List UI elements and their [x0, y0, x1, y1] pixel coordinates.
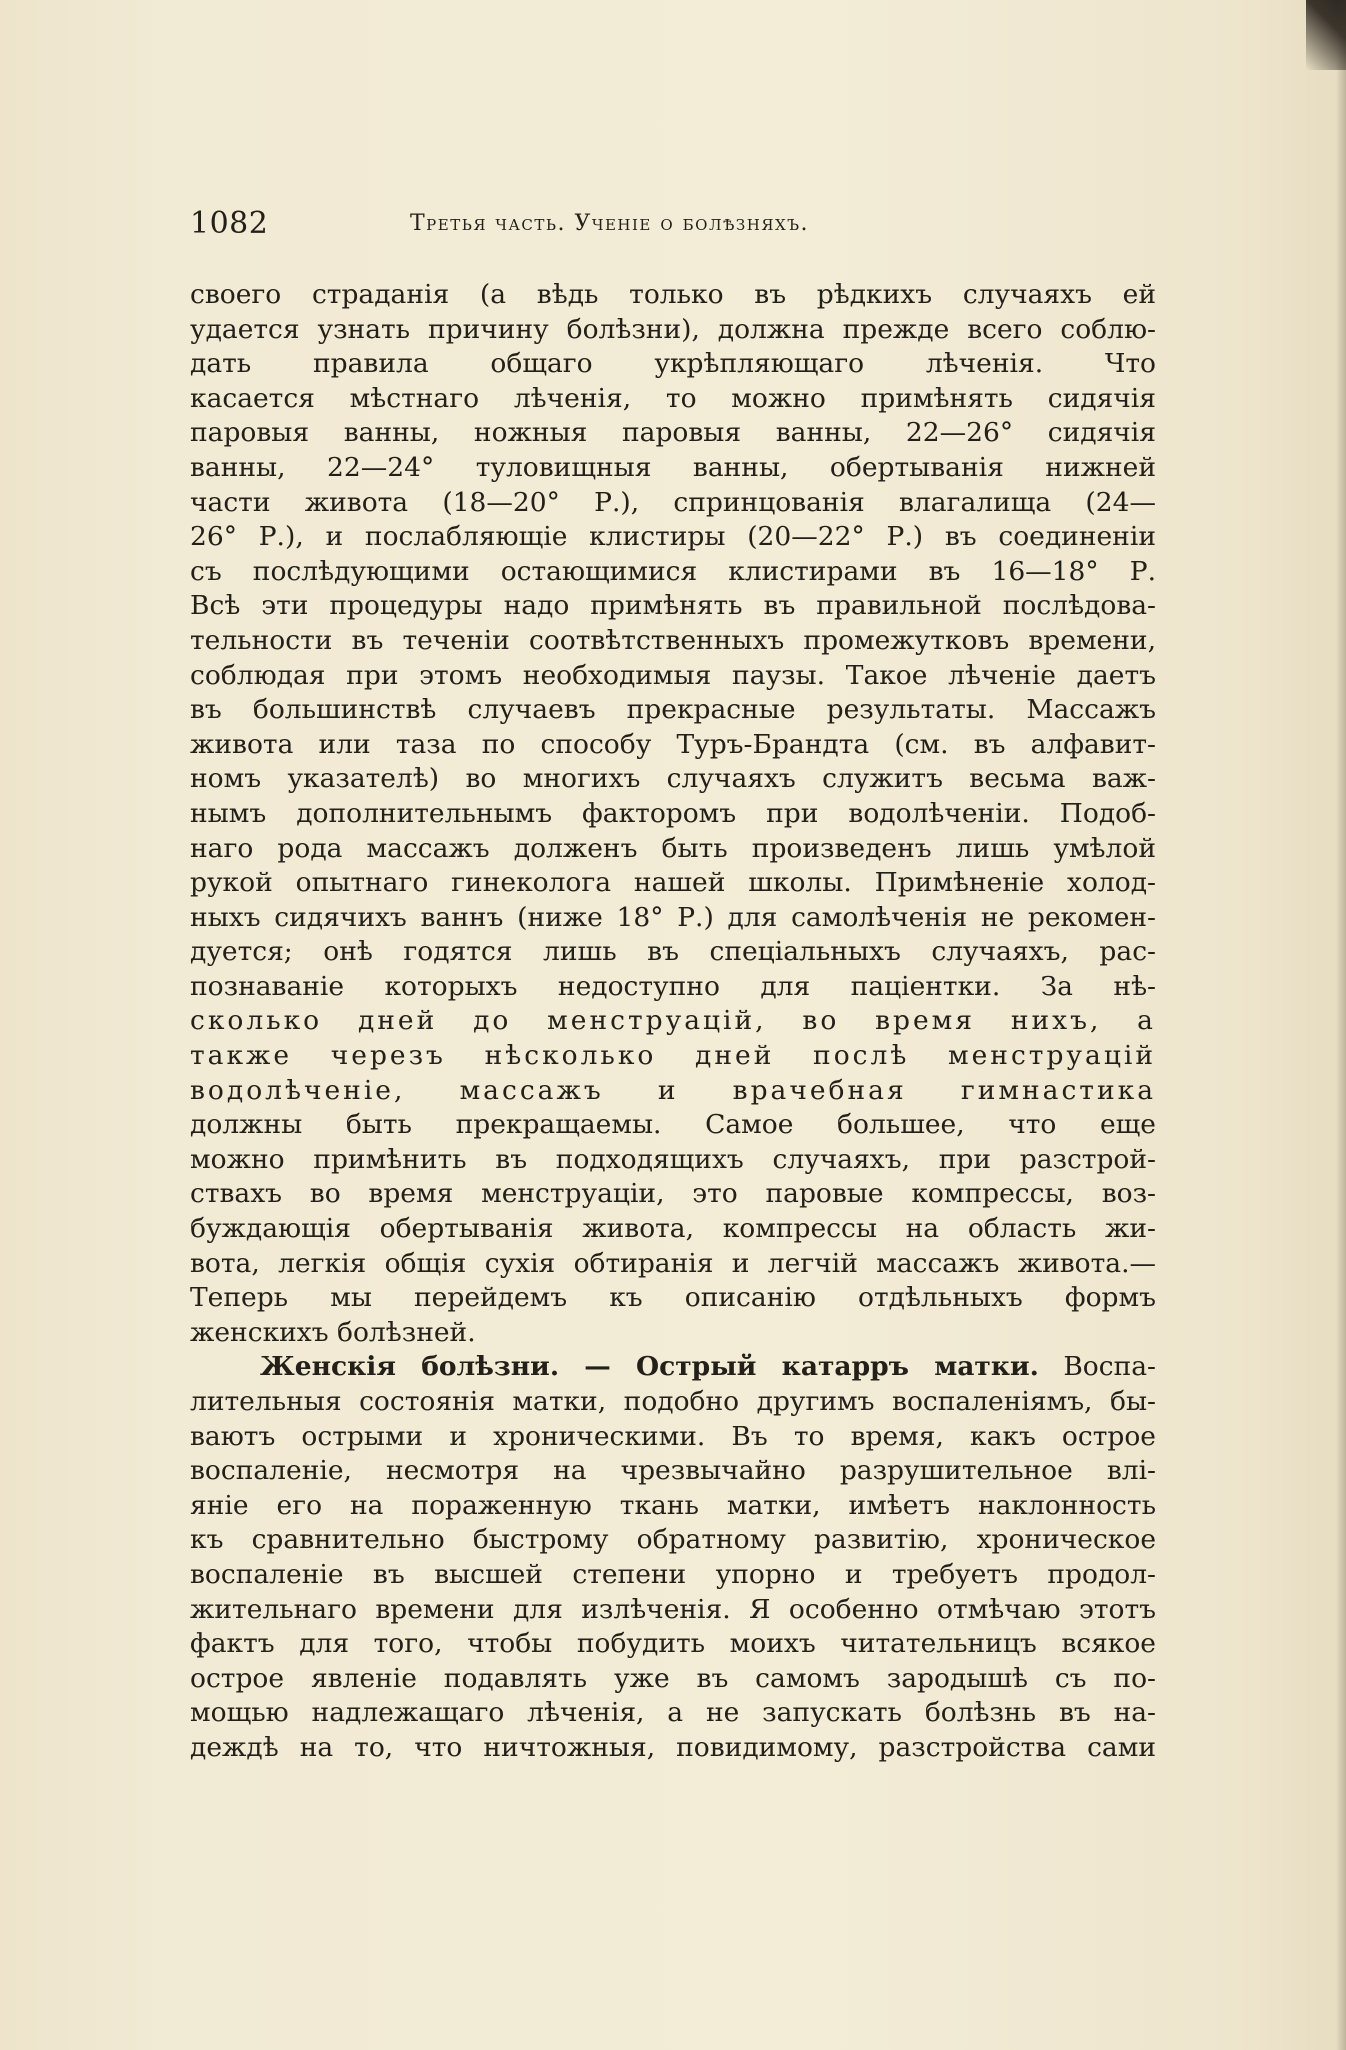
- text-line: въ большинствѣ случаевъ прекрасные результаты. Массажъ: [190, 694, 1156, 726]
- body-text: [190, 278, 1156, 1766]
- text-line: должны быть прекращаемы. Самое большее, что еще: [190, 1109, 1156, 1141]
- text-line: касается мѣстнаго лѣченія, то можно примѣнять сидячія: [190, 382, 1156, 414]
- text-line: номъ указателѣ) во многихъ случаяхъ служитъ весьма важ-: [190, 763, 1156, 795]
- text-line: воспаленіе въ высшей степени упорно и требуетъ продол-: [190, 1558, 1156, 1590]
- text-line: деждѣ на то, что ничтожныя, повидимому, разстройства сами: [190, 1731, 1156, 1763]
- text-line: 26° Р.), и послабляющіе клистиры (20—22° Р.) въ соединеніи: [190, 521, 1156, 553]
- text-line: женскихъ болѣзней.: [190, 1316, 476, 1348]
- section-first-line: [190, 1350, 1156, 1385]
- text-line: тельности въ теченіи соотвѣтственныхъ промежутковъ времени,: [190, 624, 1156, 656]
- text-line: рукой опытнаго гинеколога нашей школы. Примѣненіе холод-: [190, 867, 1156, 899]
- section-first-line-text: Воспа-: [1063, 1351, 1156, 1383]
- text-line: ствахъ во время менструаціи, это паровые компрессы, воз-: [190, 1178, 1156, 1210]
- text-line: части живота (18—20° Р.), спринцованія влагалища (24—: [190, 486, 1156, 518]
- text-line: ванны, 22—24° туловищныя ванны, обертыванія нижней: [190, 451, 1156, 483]
- text-line: паровыя ванны, ножныя паровыя ванны, 22—26° сидячія: [190, 417, 1156, 449]
- text-line: фактъ для того, чтобы побудить моихъ читательницъ всякое: [190, 1628, 1156, 1660]
- text-line: дать правила общаго укрѣпляющаго лѣченія. Что: [190, 348, 1156, 380]
- running-head: Третья часть. Ученіе о болѣзняхъ.: [410, 211, 810, 236]
- text-line: дуется; онѣ годятся лишь въ спеціальныхъ случаяхъ, рас-: [190, 936, 1156, 968]
- text-line: сколько дней до менструацій, во время нихъ, а: [190, 1005, 1156, 1037]
- text-line: также черезъ нѣсколько дней послѣ менструацій: [190, 1040, 1156, 1072]
- text-line: жительнаго времени для излѣченія. Я особенно отмѣчаю этотъ: [190, 1593, 1156, 1625]
- text-line: познаваніе которыхъ недоступно для паціентки. За нѣ-: [190, 970, 1156, 1002]
- page-number: 1082: [190, 206, 269, 241]
- text-line: нымъ дополнительнымъ факторомъ при водолѣченіи. Подоб-: [190, 797, 1156, 829]
- text-line: вота, легкія общія сухія обтиранія и легчій массажъ живота.—: [190, 1247, 1156, 1279]
- text-line: яніе его на пораженную ткань матки, имѣетъ наклонность: [190, 1489, 1156, 1521]
- text-line: съ послѣдующими остающимися клистирами въ 16—18° Р.: [190, 555, 1156, 587]
- text-line: ныхъ сидячихъ ваннъ (ниже 18° Р.) для самолѣченія не рекомен-: [190, 901, 1156, 933]
- text-line: удается узнать причину болѣзни), должна прежде всего соблю-: [190, 313, 1156, 345]
- text-line: Теперь мы перейдемъ къ описанію отдѣльныхъ формъ: [190, 1282, 1156, 1314]
- text-line: соблюдая при этомъ необходимыя паузы. Такое лѣченіе даетъ: [190, 659, 1156, 691]
- text-line: воспаленіе, несмотря на чрезвычайно разрушительное влі-: [190, 1455, 1156, 1487]
- section-heading: Женскія болѣзни. — Острый катарръ матки.: [260, 1351, 1039, 1383]
- text-line: буждающія обертыванія живота, компрессы на область жи-: [190, 1213, 1156, 1245]
- text-line: водолѣченіе, массажъ и врачебная гимнастика: [190, 1074, 1156, 1106]
- text-line: можно примѣнить въ подходящихъ случаяхъ, при разстрой-: [190, 1143, 1156, 1175]
- text-line: ваютъ острыми и хроническими. Въ то время, какъ острое: [190, 1420, 1156, 1452]
- page-header: [190, 202, 1156, 246]
- text-line: живота или таза по способу Туръ-Брандта (см. въ алфавит-: [190, 728, 1156, 760]
- text-line: мощью надлежащаго лѣченія, а не запускать болѣзнь въ на-: [190, 1697, 1156, 1729]
- text-line: Всѣ эти процедуры надо примѣнять въ правильной послѣдова-: [190, 590, 1156, 622]
- text-line: лительныя состоянія матки, подобно другимъ воспаленіямъ, бы-: [190, 1386, 1156, 1417]
- text-line: къ сравнительно быстрому обратному развитію, хроническое: [190, 1524, 1156, 1556]
- text-line: наго рода массажъ долженъ быть произведенъ лишь умѣлой: [190, 832, 1156, 864]
- text-line: своего страданія (а вѣдь только въ рѣдкихъ случаяхъ ей: [190, 279, 1156, 310]
- page-edge-shadow: [1336, 0, 1346, 2050]
- text-line: острое явленіе подавлять уже въ самомъ зародышѣ съ по-: [190, 1662, 1156, 1694]
